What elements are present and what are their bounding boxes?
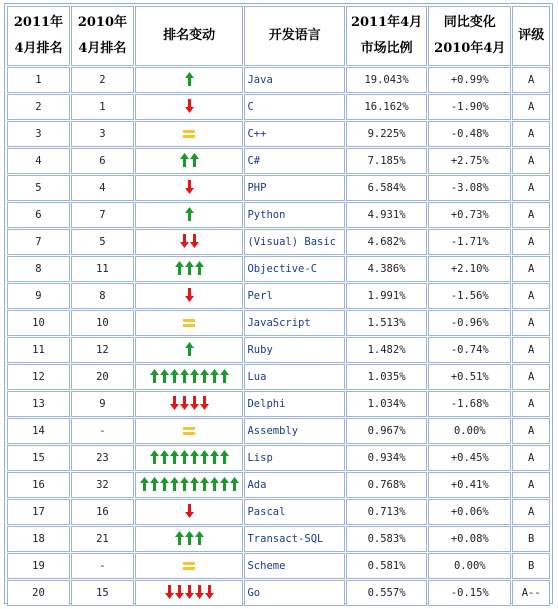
up-arrow-icon — [140, 477, 149, 491]
rank-change-cell — [135, 391, 244, 417]
header-yoy-change-line2: 2010年4月 — [434, 41, 506, 56]
up-arrow-icon — [185, 531, 194, 545]
unchanged-equals-icon — [183, 319, 195, 327]
table-row — [7, 472, 550, 498]
rank-change-indicator — [150, 368, 229, 384]
table-row — [7, 337, 550, 363]
header-rank-2010-line2: 4月排名 — [78, 41, 127, 56]
header-rank-2011-line2: 4月排名 — [14, 41, 63, 56]
up-arrow-icon — [200, 450, 209, 464]
grade-cell: A — [512, 67, 550, 93]
language-name-cell: C — [244, 94, 344, 120]
language-name-cell: Objective-C — [244, 256, 344, 282]
up-arrow-icon — [160, 477, 169, 491]
table-row — [7, 67, 550, 93]
grade-cell: B — [512, 526, 550, 552]
language-name-cell: Lisp — [244, 445, 344, 471]
language-name-cell: Transact-SQL — [244, 526, 344, 552]
language-name-cell: Pascal — [244, 499, 344, 525]
up-arrow-icon — [210, 369, 219, 383]
language-ranking-table — [6, 5, 551, 607]
rank-change-cell — [135, 499, 244, 525]
unchanged-equals-icon — [183, 562, 195, 570]
rank-change-indicator — [185, 503, 194, 519]
rank-2011-cell: 15 — [7, 445, 70, 471]
market-share-cell: 1.513% — [346, 310, 427, 336]
rank-change-cell — [135, 283, 244, 309]
rank-change-indicator — [183, 126, 195, 142]
grade-cell: B — [512, 553, 550, 579]
yoy-change-cell: -3.08% — [428, 175, 511, 201]
yoy-change-cell: 0.00% — [428, 418, 511, 444]
yoy-change-cell: +0.73% — [428, 202, 511, 228]
language-name-cell: Perl — [244, 283, 344, 309]
rank-2011-cell: 2 — [7, 94, 70, 120]
table-row — [7, 202, 550, 228]
up-arrow-icon — [150, 477, 159, 491]
up-arrow-icon — [230, 477, 239, 491]
up-arrow-icon — [180, 369, 189, 383]
grade-cell: A — [512, 94, 550, 120]
grade-cell: A — [512, 121, 550, 147]
rank-2011-cell: 4 — [7, 148, 70, 174]
language-name-cell: Scheme — [244, 553, 344, 579]
rank-2011-cell: 5 — [7, 175, 70, 201]
rank-change-cell — [135, 148, 244, 174]
yoy-change-cell: -0.48% — [428, 121, 511, 147]
table-header-row — [7, 6, 550, 66]
header-grade: 评级 — [512, 6, 550, 66]
table-row — [7, 94, 550, 120]
rank-change-indicator — [170, 395, 209, 411]
up-arrow-icon — [190, 369, 199, 383]
rank-2010-cell: 10 — [71, 310, 134, 336]
rank-change-cell — [135, 121, 244, 147]
grade-cell: A — [512, 283, 550, 309]
rank-change-indicator — [185, 179, 194, 195]
language-name-cell: Assembly — [244, 418, 344, 444]
market-share-cell: 1.035% — [346, 364, 427, 390]
table-row — [7, 310, 550, 336]
header-yoy-change-line1: 同比变化 — [443, 15, 496, 30]
language-name-cell: Lua — [244, 364, 344, 390]
rank-change-cell — [135, 364, 244, 390]
rank-change-cell — [135, 67, 244, 93]
rank-change-cell — [135, 553, 244, 579]
yoy-change-cell: -1.71% — [428, 229, 511, 255]
rank-change-cell — [135, 310, 244, 336]
rank-change-indicator — [165, 584, 214, 600]
rank-2010-cell: 16 — [71, 499, 134, 525]
down-arrow-icon — [180, 234, 189, 248]
up-arrow-icon — [195, 261, 204, 275]
grade-cell: A — [512, 418, 550, 444]
header-market-share-line1: 2011年4月 — [350, 15, 423, 30]
rank-2010-cell: 8 — [71, 283, 134, 309]
language-name-cell: C++ — [244, 121, 344, 147]
header-rank-change: 排名变动 — [135, 6, 244, 66]
rank-2010-cell: 1 — [71, 94, 134, 120]
rank-change-indicator — [185, 287, 194, 303]
rank-change-indicator — [175, 260, 204, 276]
up-arrow-icon — [220, 450, 229, 464]
grade-cell: A — [512, 364, 550, 390]
header-language: 开发语言 — [244, 6, 344, 66]
header-rank-2011-line1: 2011年 — [13, 15, 64, 30]
rank-2010-cell: 23 — [71, 445, 134, 471]
rank-change-cell — [135, 418, 244, 444]
grade-cell: A — [512, 499, 550, 525]
table-row — [7, 148, 550, 174]
rank-2011-cell: 1 — [7, 67, 70, 93]
up-arrow-icon — [220, 369, 229, 383]
unchanged-equals-icon — [183, 427, 195, 435]
language-name-cell: Java — [244, 67, 344, 93]
language-name-cell: JavaScript — [244, 310, 344, 336]
up-arrow-icon — [170, 477, 179, 491]
rank-change-indicator — [140, 476, 239, 492]
up-arrow-icon — [190, 477, 199, 491]
table-row — [7, 283, 550, 309]
yoy-change-cell: +0.06% — [428, 499, 511, 525]
down-arrow-icon — [165, 585, 174, 599]
table-row — [7, 364, 550, 390]
market-share-cell: 0.557% — [346, 580, 427, 606]
rank-2011-cell: 7 — [7, 229, 70, 255]
rank-2011-cell: 6 — [7, 202, 70, 228]
table-row — [7, 391, 550, 417]
language-name-cell: (Visual) Basic — [244, 229, 344, 255]
rank-change-indicator — [183, 315, 195, 331]
rank-2010-cell: 20 — [71, 364, 134, 390]
yoy-change-cell: +2.75% — [428, 148, 511, 174]
down-arrow-icon — [195, 585, 204, 599]
rank-2011-cell: 9 — [7, 283, 70, 309]
rank-change-cell — [135, 229, 244, 255]
up-arrow-icon — [185, 342, 194, 356]
market-share-cell: 0.967% — [346, 418, 427, 444]
rank-2011-cell: 16 — [7, 472, 70, 498]
table-row — [7, 121, 550, 147]
rank-2011-cell: 13 — [7, 391, 70, 417]
language-name-cell: Ada — [244, 472, 344, 498]
up-arrow-icon — [200, 369, 209, 383]
language-name-cell: Ruby — [244, 337, 344, 363]
market-share-cell: 0.934% — [346, 445, 427, 471]
up-arrow-icon — [160, 450, 169, 464]
up-arrow-icon — [180, 477, 189, 491]
rank-change-indicator — [180, 233, 199, 249]
header-market-share — [346, 6, 427, 66]
rank-change-indicator — [183, 423, 195, 439]
table-row — [7, 580, 550, 606]
grade-cell: A — [512, 337, 550, 363]
table-body — [7, 67, 550, 606]
up-arrow-icon — [170, 369, 179, 383]
up-arrow-icon — [180, 450, 189, 464]
down-arrow-icon — [200, 396, 209, 410]
language-name-cell: C# — [244, 148, 344, 174]
grade-cell: A — [512, 310, 550, 336]
yoy-change-cell: 0.00% — [428, 553, 511, 579]
grade-cell: A-- — [512, 580, 550, 606]
up-arrow-icon — [185, 261, 194, 275]
down-arrow-icon — [170, 396, 179, 410]
up-arrow-icon — [175, 261, 184, 275]
grade-cell: A — [512, 202, 550, 228]
rank-2010-cell: 5 — [71, 229, 134, 255]
up-arrow-icon — [210, 477, 219, 491]
yoy-change-cell: +0.45% — [428, 445, 511, 471]
rank-change-indicator — [185, 206, 194, 222]
rank-2010-cell: 9 — [71, 391, 134, 417]
rank-change-indicator — [180, 152, 199, 168]
language-name-cell: Delphi — [244, 391, 344, 417]
up-arrow-icon — [200, 477, 209, 491]
yoy-change-cell: -1.56% — [428, 283, 511, 309]
rank-change-indicator — [175, 530, 204, 546]
down-arrow-icon — [180, 396, 189, 410]
down-arrow-icon — [205, 585, 214, 599]
market-share-cell: 7.185% — [346, 148, 427, 174]
up-arrow-icon — [220, 477, 229, 491]
grade-cell: A — [512, 256, 550, 282]
rank-2011-cell: 18 — [7, 526, 70, 552]
down-arrow-icon — [185, 585, 194, 599]
market-share-cell: 4.386% — [346, 256, 427, 282]
yoy-change-cell: +0.51% — [428, 364, 511, 390]
rank-change-indicator — [150, 449, 229, 465]
down-arrow-icon — [190, 396, 199, 410]
up-arrow-icon — [160, 369, 169, 383]
grade-cell: A — [512, 175, 550, 201]
market-share-cell: 9.225% — [346, 121, 427, 147]
rank-2010-cell: 21 — [71, 526, 134, 552]
up-arrow-icon — [150, 450, 159, 464]
rank-2010-cell: 2 — [71, 67, 134, 93]
unchanged-equals-icon — [183, 130, 195, 138]
table-row — [7, 553, 550, 579]
rank-2011-cell: 12 — [7, 364, 70, 390]
rank-2010-cell: 32 — [71, 472, 134, 498]
down-arrow-icon — [185, 99, 194, 113]
market-share-cell: 0.583% — [346, 526, 427, 552]
down-arrow-icon — [185, 288, 194, 302]
rank-2011-cell: 19 — [7, 553, 70, 579]
up-arrow-icon — [210, 450, 219, 464]
table-row — [7, 229, 550, 255]
yoy-change-cell: -0.15% — [428, 580, 511, 606]
market-share-cell: 4.682% — [346, 229, 427, 255]
down-arrow-icon — [190, 234, 199, 248]
up-arrow-icon — [190, 153, 199, 167]
rank-change-cell — [135, 526, 244, 552]
rank-change-indicator — [185, 341, 194, 357]
header-rank-2010-line1: 2010年 — [77, 15, 127, 30]
market-share-cell: 0.713% — [346, 499, 427, 525]
table-row — [7, 256, 550, 282]
market-share-cell: 4.931% — [346, 202, 427, 228]
down-arrow-icon — [185, 180, 194, 194]
up-arrow-icon — [190, 450, 199, 464]
market-share-cell: 19.043% — [346, 67, 427, 93]
language-name-cell: PHP — [244, 175, 344, 201]
rank-change-cell — [135, 202, 244, 228]
rank-change-cell — [135, 175, 244, 201]
rank-2010-cell: 7 — [71, 202, 134, 228]
down-arrow-icon — [175, 585, 184, 599]
rank-change-cell — [135, 94, 244, 120]
table-row — [7, 445, 550, 471]
yoy-change-cell: +0.99% — [428, 67, 511, 93]
rank-2011-cell: 11 — [7, 337, 70, 363]
language-name-cell: Go — [244, 580, 344, 606]
table-row — [7, 526, 550, 552]
table-row — [7, 499, 550, 525]
yoy-change-cell: -0.74% — [428, 337, 511, 363]
yoy-change-cell: +0.41% — [428, 472, 511, 498]
market-share-cell: 6.584% — [346, 175, 427, 201]
ranking-table-frame — [4, 3, 553, 604]
market-share-cell: 1.482% — [346, 337, 427, 363]
market-share-cell: 0.581% — [346, 553, 427, 579]
grade-cell: A — [512, 148, 550, 174]
grade-cell: A — [512, 229, 550, 255]
rank-2011-cell: 10 — [7, 310, 70, 336]
up-arrow-icon — [185, 72, 194, 86]
grade-cell: A — [512, 391, 550, 417]
rank-change-cell — [135, 472, 244, 498]
yoy-change-cell: +2.10% — [428, 256, 511, 282]
rank-2011-cell: 14 — [7, 418, 70, 444]
rank-2010-cell: - — [71, 418, 134, 444]
market-share-cell: 1.991% — [346, 283, 427, 309]
rank-2010-cell: 3 — [71, 121, 134, 147]
yoy-change-cell: -1.90% — [428, 94, 511, 120]
rank-2010-cell: - — [71, 553, 134, 579]
rank-change-cell — [135, 445, 244, 471]
rank-change-cell — [135, 337, 244, 363]
rank-2010-cell: 4 — [71, 175, 134, 201]
rank-2010-cell: 12 — [71, 337, 134, 363]
yoy-change-cell: +0.08% — [428, 526, 511, 552]
header-rank-2011 — [7, 6, 70, 66]
rank-2010-cell: 11 — [71, 256, 134, 282]
rank-2011-cell: 17 — [7, 499, 70, 525]
table-row — [7, 418, 550, 444]
yoy-change-cell: -1.68% — [428, 391, 511, 417]
market-share-cell: 1.034% — [346, 391, 427, 417]
rank-change-indicator — [185, 71, 194, 87]
language-name-cell: Python — [244, 202, 344, 228]
rank-2010-cell: 6 — [71, 148, 134, 174]
rank-change-indicator — [185, 98, 194, 114]
rank-2011-cell: 20 — [7, 580, 70, 606]
rank-2011-cell: 3 — [7, 121, 70, 147]
header-rank-2010 — [71, 6, 134, 66]
market-share-cell: 16.162% — [346, 94, 427, 120]
yoy-change-cell: -0.96% — [428, 310, 511, 336]
header-market-share-line2: 市场比例 — [360, 41, 413, 56]
grade-cell: A — [512, 445, 550, 471]
up-arrow-icon — [185, 207, 194, 221]
grade-cell: A — [512, 472, 550, 498]
rank-change-indicator — [183, 558, 195, 574]
rank-2010-cell: 15 — [71, 580, 134, 606]
rank-2011-cell: 8 — [7, 256, 70, 282]
up-arrow-icon — [195, 531, 204, 545]
header-yoy-change — [428, 6, 511, 66]
rank-change-cell — [135, 580, 244, 606]
market-share-cell: 0.768% — [346, 472, 427, 498]
table-row — [7, 175, 550, 201]
up-arrow-icon — [170, 450, 179, 464]
up-arrow-icon — [175, 531, 184, 545]
down-arrow-icon — [185, 504, 194, 518]
rank-change-cell — [135, 256, 244, 282]
up-arrow-icon — [150, 369, 159, 383]
up-arrow-icon — [180, 153, 189, 167]
